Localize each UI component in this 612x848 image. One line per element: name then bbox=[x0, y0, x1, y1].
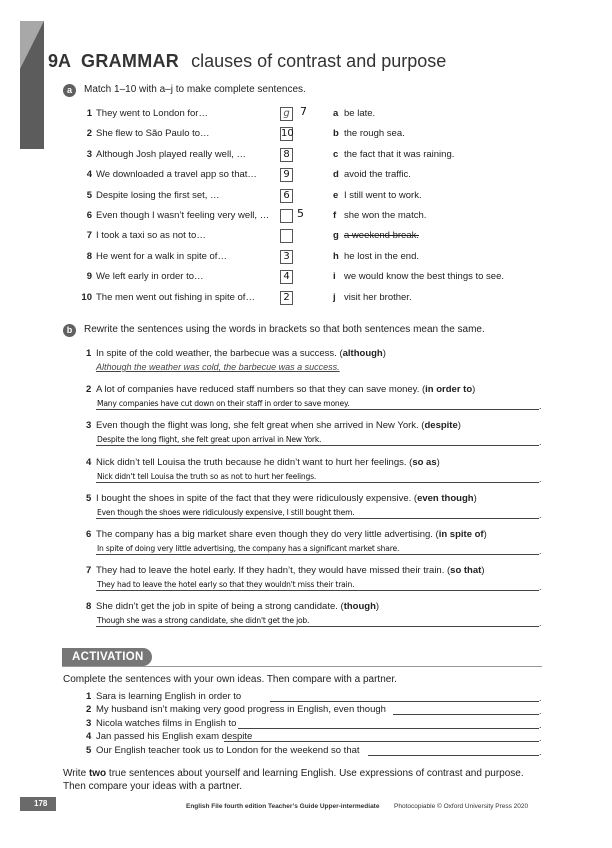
activation-line bbox=[224, 741, 539, 742]
handwritten-answer: Nick didn't tell Louisa the truth so as not to hurt her feelings. bbox=[97, 471, 317, 481]
activation-number: 1 bbox=[86, 691, 92, 702]
match-row bbox=[0, 207, 612, 224]
answer-box: g bbox=[280, 107, 293, 121]
rewrite-text: A lot of companies have reduced staff numbers so that they can save money. ( bbox=[96, 384, 426, 396]
write-pre: Write bbox=[63, 768, 89, 779]
ending-letter: i bbox=[333, 271, 336, 283]
match-number: 8 bbox=[86, 250, 92, 262]
ending-letter: a bbox=[333, 108, 339, 119]
match-row bbox=[0, 230, 612, 244]
answer-box: 10 bbox=[281, 128, 294, 140]
answer-line bbox=[96, 590, 539, 591]
rewrite-question bbox=[96, 348, 386, 359]
rewrite-close: ) bbox=[436, 456, 440, 468]
rewrite-keyword: though bbox=[343, 601, 376, 613]
match-number: 2 bbox=[86, 128, 92, 140]
answer-box: 2 bbox=[280, 291, 293, 305]
rewrite-keyword: although bbox=[342, 348, 383, 359]
match-number: 5 bbox=[86, 189, 92, 201]
line-end-period: . bbox=[539, 437, 542, 448]
match-stem: The men went out fishing in spite of… bbox=[96, 291, 255, 303]
activation-write-instruction bbox=[63, 768, 524, 779]
rewrite-item bbox=[0, 420, 612, 454]
match-number: 1 bbox=[86, 108, 92, 119]
activation-instruction: Complete the sentences with your own ideas. Then compare with a partner. bbox=[63, 674, 397, 685]
answer-box: 8 bbox=[280, 148, 293, 162]
rewrite-text: I bought the shoes in spite of the fact that they were ridiculously expensive. ( bbox=[96, 492, 418, 504]
match-number: 3 bbox=[86, 148, 92, 160]
rewrite-number: 8 bbox=[86, 601, 92, 613]
handwritten-answer: They had to leave the hotel early so that they wouldn't miss their train. bbox=[97, 580, 355, 590]
write-bold: two bbox=[88, 768, 107, 779]
rewrite-item bbox=[0, 457, 612, 491]
rewrite-item bbox=[0, 601, 612, 635]
handwritten-answer: Many companies have cut down on their staff in order to save money. bbox=[97, 399, 350, 409]
ending-letter: h bbox=[333, 250, 339, 262]
match-number: 7 bbox=[86, 230, 92, 242]
rewrite-text: She didn’t get the job in spite of being a strong candidate. ( bbox=[96, 601, 344, 613]
activation-number: 4 bbox=[86, 731, 92, 743]
rewrite-number: 6 bbox=[86, 529, 92, 540]
activation-stem: My husband isn’t making very good progress in English, even though bbox=[96, 704, 386, 716]
section-b-instruction: Rewrite the sentences using the words in brackets so that both sentences mean the same. bbox=[84, 324, 485, 335]
activation-line bbox=[270, 701, 539, 702]
activation-item bbox=[0, 704, 612, 717]
activation-number: 2 bbox=[86, 704, 92, 716]
answer-line bbox=[96, 626, 539, 627]
page-number: 178 bbox=[20, 797, 56, 811]
match-number: 4 bbox=[86, 169, 92, 181]
rewrite-close: ) bbox=[382, 348, 386, 359]
match-stem: She flew to São Paulo to… bbox=[96, 128, 210, 140]
page-title bbox=[48, 51, 446, 72]
ending-text: visit her brother. bbox=[344, 291, 412, 303]
corner-graphic-highlight bbox=[20, 21, 44, 69]
rewrite-keyword: so that bbox=[450, 565, 482, 577]
rewrite-number: 5 bbox=[86, 492, 92, 504]
ending-text: he lost in the end. bbox=[344, 250, 419, 262]
rewrite-keyword: in spite of bbox=[438, 529, 484, 540]
section-word: GRAMMAR bbox=[81, 51, 180, 71]
activation-divider bbox=[62, 666, 542, 667]
activation-item bbox=[0, 731, 612, 744]
section-a-bullet: a bbox=[63, 84, 76, 97]
match-stem: Even though I wasn’t feeling very well, … bbox=[96, 210, 270, 221]
ending-letter: b bbox=[333, 128, 339, 140]
rewrite-close: ) bbox=[375, 601, 380, 613]
activation-line bbox=[238, 728, 539, 729]
match-row bbox=[0, 169, 612, 183]
activation-stem: Sara is learning English in order to bbox=[96, 691, 242, 702]
section-b-bullet: b bbox=[63, 324, 76, 337]
section-subtitle: clauses of contrast and purpose bbox=[191, 51, 447, 71]
match-stem: I took a taxi so as not to… bbox=[96, 230, 206, 242]
answer-line bbox=[96, 554, 539, 555]
match-stem: Although Josh played really well, … bbox=[96, 148, 246, 160]
ending-letter: d bbox=[333, 169, 339, 181]
handwritten-answer: Despite the long flight, she felt great upon arrival in New York. bbox=[97, 435, 322, 445]
unit-code: 9A bbox=[48, 51, 72, 71]
rewrite-close: ) bbox=[472, 384, 476, 396]
answer-line bbox=[96, 445, 539, 446]
answer-line bbox=[96, 409, 539, 410]
line-end-period: . bbox=[539, 401, 542, 412]
ending-text: avoid the traffic. bbox=[344, 169, 411, 181]
handwritten-answer: In spite of doing very little advertising, the company has a significant market share. bbox=[97, 544, 400, 553]
rewrite-number: 3 bbox=[86, 420, 92, 432]
rewrite-question bbox=[96, 493, 477, 504]
match-stem: He went for a walk in spite of… bbox=[96, 250, 227, 262]
activation-item bbox=[0, 718, 612, 731]
line-end-period: . bbox=[539, 733, 542, 744]
match-stem: They went to London for… bbox=[96, 108, 208, 119]
ending-text: the rough sea. bbox=[344, 128, 405, 140]
footer-book-title: English File fourth edition Teacher’s Guide Upper-intermediate bbox=[186, 803, 380, 810]
answer-box bbox=[280, 209, 293, 223]
rewrite-text: The company has a big market share even though they do very little advertising. ( bbox=[96, 529, 439, 540]
activation-number: 3 bbox=[86, 717, 92, 729]
rewrite-keyword: despite bbox=[424, 420, 458, 432]
section-a-instruction: Match 1–10 with a–j to make complete sentences. bbox=[84, 84, 306, 95]
ending-text: a weekend break. bbox=[344, 230, 419, 242]
handwritten-note: 5 bbox=[297, 207, 304, 220]
answer-box bbox=[280, 229, 293, 243]
rewrite-close: ) bbox=[483, 529, 487, 540]
activation-line bbox=[368, 755, 539, 756]
ending-letter: g bbox=[333, 230, 339, 242]
match-stem: We downloaded a travel app so that… bbox=[96, 169, 257, 181]
rewrite-question bbox=[96, 420, 461, 431]
answer-line bbox=[96, 518, 539, 519]
activation-label: ACTIVATION bbox=[62, 648, 152, 666]
example-answer: Although the weather was cold, the barbecue was a success. bbox=[96, 362, 340, 372]
handwritten-answer: Even though the shoes were ridiculously expensive, I still bought them. bbox=[97, 507, 355, 517]
activation-number: 5 bbox=[86, 744, 92, 756]
handwritten-answer: Though she was a strong candidate, she didn't get the job. bbox=[97, 616, 310, 626]
rewrite-number: 1 bbox=[86, 348, 92, 359]
rewrite-close: ) bbox=[457, 420, 461, 432]
match-stem: Despite losing the first set, … bbox=[96, 189, 220, 201]
rewrite-item bbox=[0, 348, 612, 382]
match-row bbox=[0, 292, 612, 306]
activation-stem: Jan passed his English exam despite bbox=[96, 731, 253, 743]
rewrite-close: ) bbox=[473, 492, 477, 504]
rewrite-item bbox=[0, 529, 612, 563]
handwritten-note: 7 bbox=[300, 105, 307, 118]
line-end-period: . bbox=[539, 719, 542, 730]
match-number: 10 bbox=[81, 291, 92, 303]
rewrite-keyword: so as bbox=[412, 456, 437, 468]
ending-text: I still went to work. bbox=[344, 189, 422, 201]
ending-letter: f bbox=[333, 210, 337, 221]
activation-item bbox=[0, 745, 612, 758]
ending-text: we would know the best things to see. bbox=[344, 271, 505, 283]
activation-stem: Our English teacher took us to London for the weekend so that bbox=[96, 744, 360, 756]
line-end-period: . bbox=[539, 618, 542, 629]
line-end-period: . bbox=[539, 706, 542, 717]
activation-line bbox=[393, 714, 539, 715]
line-end-period: . bbox=[539, 582, 542, 593]
ending-text: be late. bbox=[344, 108, 376, 119]
match-row bbox=[0, 149, 612, 163]
ending-letter: c bbox=[333, 148, 339, 160]
rewrite-item bbox=[0, 384, 612, 418]
match-stem: We left early in order to… bbox=[96, 271, 204, 283]
rewrite-keyword: even though bbox=[417, 492, 474, 504]
rewrite-text: Nick didn’t tell Louisa the truth because he didn’t want to hurt her feelings. ( bbox=[96, 456, 413, 468]
answer-line bbox=[96, 482, 539, 483]
rewrite-number: 4 bbox=[86, 456, 92, 468]
ending-letter: j bbox=[333, 291, 336, 303]
activation-stem: Nicola watches films in English to bbox=[96, 717, 237, 729]
rewrite-text: In spite of the cold weather, the barbecue was a success. ( bbox=[96, 348, 343, 359]
match-number: 6 bbox=[86, 210, 92, 221]
write-post: true sentences about yourself and learning English. Use expressions of contrast and purpose. bbox=[106, 768, 524, 779]
match-number: 9 bbox=[86, 271, 92, 283]
rewrite-keyword: in order to bbox=[425, 384, 473, 396]
match-row bbox=[0, 105, 612, 122]
match-row bbox=[0, 128, 612, 142]
match-row bbox=[0, 251, 612, 265]
rewrite-number: 7 bbox=[86, 565, 92, 577]
rewrite-question bbox=[96, 457, 440, 468]
rewrite-question bbox=[96, 529, 487, 540]
line-end-period: . bbox=[539, 546, 542, 556]
rewrite-question bbox=[96, 384, 475, 395]
line-end-period: . bbox=[539, 746, 542, 757]
line-end-period: . bbox=[539, 693, 542, 703]
rewrite-text: Even though the flight was long, she felt great when she arrived in New York. ( bbox=[96, 420, 425, 432]
activation-write-line2: Then compare your ideas with a partner. bbox=[63, 781, 242, 792]
activation-item bbox=[0, 691, 612, 704]
answer-box: 3 bbox=[280, 250, 293, 264]
rewrite-question bbox=[96, 601, 379, 612]
rewrite-text: They had to leave the hotel early. If they hadn’t, they would have missed their train. ( bbox=[96, 565, 451, 577]
rewrite-item bbox=[0, 493, 612, 527]
answer-box: 4 bbox=[280, 270, 293, 284]
answer-box: 9 bbox=[280, 168, 293, 182]
rewrite-close: ) bbox=[481, 565, 485, 577]
footer-copyright: Photocopiable © Oxford University Press 2020 bbox=[394, 803, 529, 810]
ending-text: the fact that it was raining. bbox=[344, 148, 455, 160]
rewrite-question bbox=[96, 565, 484, 576]
match-row bbox=[0, 271, 612, 285]
answer-box: 6 bbox=[280, 189, 293, 203]
match-row bbox=[0, 190, 612, 204]
line-end-period: . bbox=[539, 509, 542, 520]
rewrite-number: 2 bbox=[86, 384, 92, 396]
rewrite-item bbox=[0, 565, 612, 599]
line-end-period: . bbox=[539, 473, 542, 484]
ending-text: she won the match. bbox=[344, 210, 427, 221]
ending-letter: e bbox=[333, 189, 339, 201]
